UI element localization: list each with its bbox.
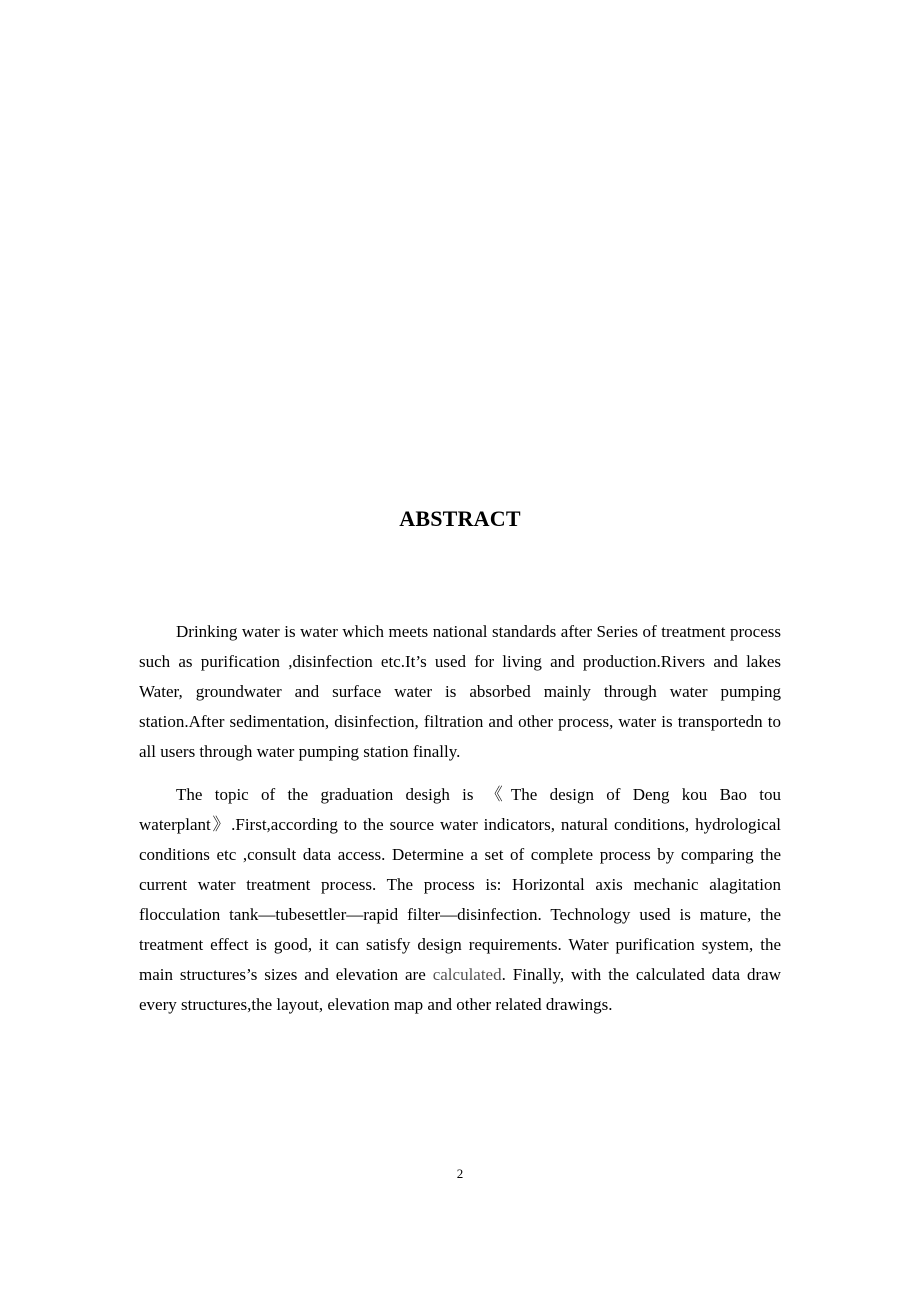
page-number: 2 [456,1166,464,1181]
abstract-paragraph-2 [139,780,781,1020]
abstract-body [139,617,781,1033]
calculated-word: calculated [432,965,502,984]
paragraph-2-text-before: The topic of the graduation desigh is 《The design of Deng kou Bao tou waterplant》.First,according to the source water indicators, natural conditions, hydrological conditions etc ,consult data access. Determine a set of complete process by comparing the current water treatment process. The process is: Horizontal axis mechanic alagitation flocculation tank—tubesettler—rapid filter—disinfection. Technology used is mature, the treatment effect is good, it can satisfy design requirements. Water purification system, the main structures’s sizes and elevation are [139,785,781,984]
abstract-paragraph-1: Drinking water is water which meets national standards after Series of treatment process such as purification ,disinfection etc.It’s used for living and production.Rivers and lakes Water, groundwater and surface water is absorbed mainly through water pumping station.After sedimentation, disinfection, filtration and other process, water is transportedn to all users through water pumping station finally. [139,622,781,761]
abstract-title: ABSTRACT [399,506,521,531]
paragraph-2-text-after: . Finally, with the calculated data draw every structures,the layout, elevation map and other related drawings. [139,965,781,1014]
